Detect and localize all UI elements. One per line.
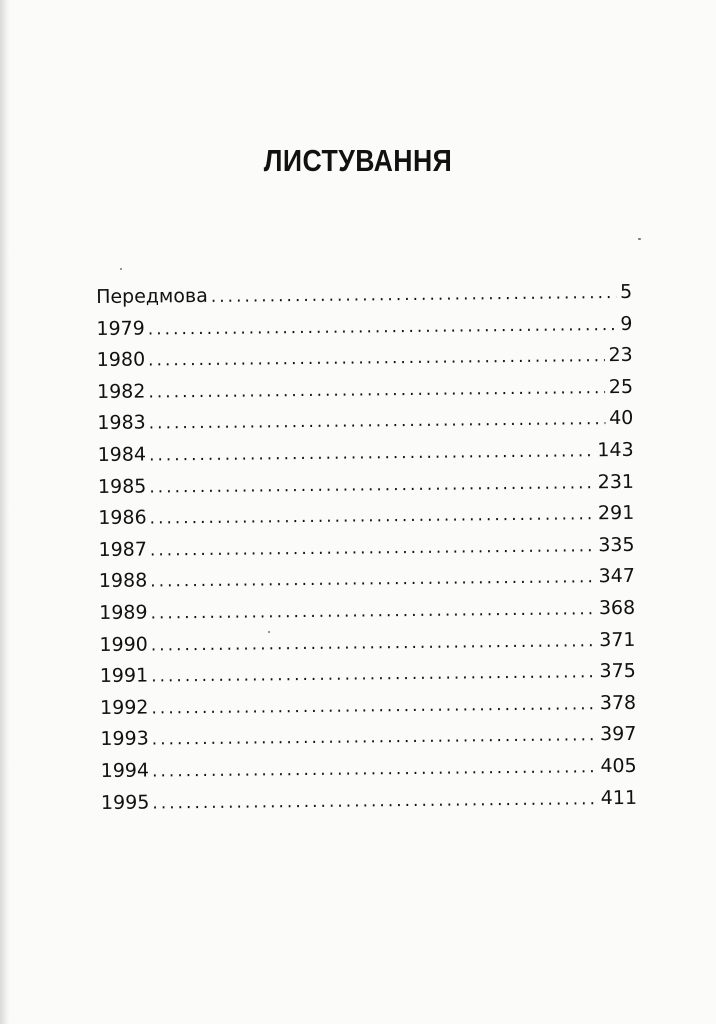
toc-dot-leader — [211, 278, 617, 313]
toc-entry-label: 1989 — [99, 601, 148, 624]
toc-entry-page-number: 335 — [598, 533, 635, 556]
toc-entry-label: 1980 — [96, 348, 146, 372]
toc-entry-page-number: 143 — [597, 438, 634, 462]
toc-entry-label: 1988 — [98, 569, 148, 593]
page-title: ЛИСТУВАННЯ — [263, 143, 453, 178]
table-of-contents — [96, 277, 637, 819]
toc-entry-label: 1992 — [99, 696, 149, 719]
toc-entry-page-number: 378 — [599, 691, 637, 714]
toc-entry — [101, 751, 637, 788]
toc-dot-leader — [151, 626, 596, 662]
toc-dot-leader — [148, 341, 605, 377]
toc-entry — [96, 277, 632, 314]
toc-dot-leader — [152, 721, 597, 757]
toc-entry-label: 1982 — [96, 380, 146, 403]
toc-entry-label: 1993 — [100, 727, 149, 751]
scan-speck — [638, 238, 641, 240]
toc-entry — [98, 435, 634, 472]
toc-entry-page-number: 5 — [619, 280, 633, 303]
toc-entry-page-number: 40 — [609, 407, 634, 430]
toc-entry-label: 1990 — [99, 633, 148, 656]
toc-dot-leader — [151, 657, 596, 693]
toc-entry — [97, 372, 633, 409]
toc-entry-label: 1984 — [97, 443, 147, 466]
toc-entry-label: 1987 — [98, 538, 148, 561]
toc-entry — [97, 403, 633, 440]
toc-entry-page-number: 405 — [600, 754, 637, 778]
toc-dot-leader — [150, 563, 595, 599]
toc-entry-page-number: 411 — [600, 786, 638, 809]
toc-entry-page-number: 347 — [598, 565, 635, 588]
toc-entry-page-number: 231 — [597, 470, 635, 493]
toc-entry-page-number: 9 — [620, 312, 633, 335]
toc-entry — [99, 561, 635, 598]
toc-dot-leader — [149, 436, 594, 472]
toc-dot-leader — [148, 310, 617, 346]
toc-entry — [100, 719, 636, 756]
toc-dot-leader — [149, 468, 594, 504]
toc-entry-label: 1991 — [99, 664, 149, 688]
toc-entry-page-number: 23 — [608, 344, 633, 367]
toc-entry-page-number: 25 — [608, 375, 634, 398]
toc-entry-page-number: 291 — [597, 502, 635, 525]
toc-entry-label: 1985 — [97, 475, 147, 498]
toc-entry — [100, 656, 636, 693]
toc-entry-label: 1983 — [97, 411, 146, 435]
toc-dot-leader — [152, 752, 597, 788]
toc-entry — [99, 593, 635, 630]
toc-entry-page-number: 397 — [599, 723, 637, 746]
toc-entry — [98, 466, 634, 503]
toc-dot-leader — [149, 499, 594, 535]
toc-dot-leader — [150, 531, 595, 567]
toc-entry — [97, 340, 633, 377]
toc-entry-label: 1994 — [100, 759, 150, 782]
toc-entry-label: 1979 — [96, 317, 145, 340]
toc-dot-leader — [150, 594, 595, 630]
toc-entry-page-number: 375 — [599, 659, 636, 683]
toc-entry — [96, 308, 632, 345]
toc-entry — [100, 688, 636, 725]
page-edge-shadow — [0, 0, 10, 1024]
toc-dot-leader — [152, 784, 597, 820]
scan-speck — [268, 631, 270, 633]
toc-entry-page-number: 368 — [598, 596, 636, 620]
scan-speck — [120, 268, 122, 270]
toc-entry-label: 1995 — [100, 791, 150, 814]
toc-entry — [101, 782, 637, 819]
toc-entry — [98, 530, 634, 567]
toc-dot-leader — [149, 404, 606, 440]
toc-entry-label: 1986 — [98, 506, 147, 530]
toc-entry-page-number: 371 — [599, 628, 636, 651]
toc-dot-leader — [148, 373, 605, 409]
toc-entry — [98, 498, 634, 535]
toc-entry-label: Передмова — [96, 284, 208, 308]
toc-entry — [99, 624, 635, 661]
toc-dot-leader — [151, 689, 596, 725]
